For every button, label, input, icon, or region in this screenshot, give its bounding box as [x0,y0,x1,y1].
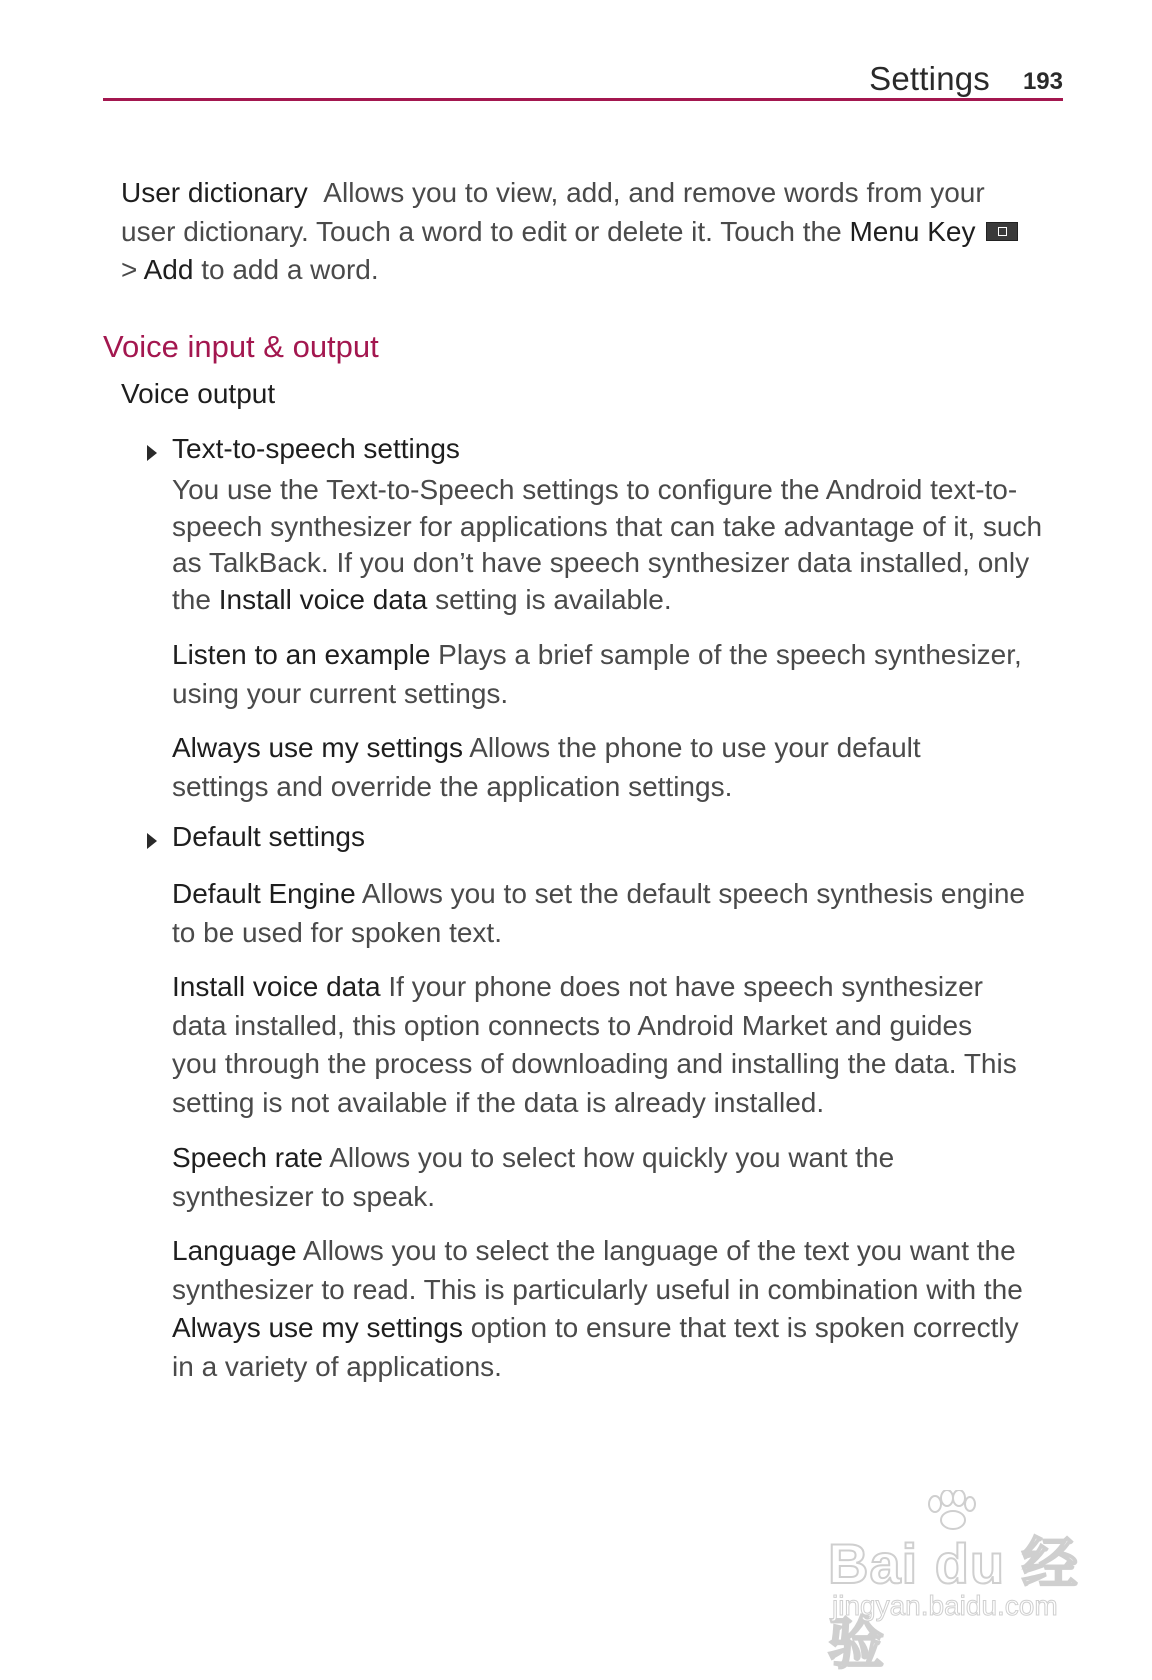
watermark-url: jingyan.baidu.com [832,1590,1058,1621]
tts-settings-label: Text-to-speech settings [172,433,460,464]
language-term: Language [172,1235,297,1266]
engine-term: Default Engine [172,878,356,909]
tts-line-4 [172,582,1072,619]
language-line-2: synthesizer to read. This is particularly useful in combination with the [172,1273,1023,1305]
user-dictionary-text-2: user dictionary. Touch a word to edit or delete it. Touch the [121,215,842,247]
watermark-logo: Bai du 经验 [828,1532,1079,1675]
user-dictionary-line-1 [121,174,1081,213]
rate-line-1: Allows you to select how quickly you want the [329,1142,895,1173]
install-line-1: If your phone does not have speech synthesizer [388,971,983,1002]
engine-line-2: to be used for spoken text. [172,916,502,948]
rate-paragraph [172,1139,1072,1216]
header-divider [103,98,1063,101]
install-line-3: you through the process of downloading and installing the data. This [172,1048,1017,1079]
listen-paragraph [172,636,1072,713]
language-paragraph [172,1232,1072,1386]
default-settings-label: Default settings [172,821,365,852]
tts-description [172,472,1072,618]
rate-line-2: synthesizer to speak. [172,1180,436,1212]
always-term-inline: Always use my settings [172,1312,463,1343]
always-line-2: settings and override the application settings. [172,770,733,802]
rate-term: Speech rate [172,1142,323,1173]
engine-paragraph [172,875,1072,952]
user-dictionary-line-3 [121,251,1081,290]
user-dictionary-term: User dictionary [121,177,308,208]
language-line-3: option to ensure that text is spoken correctly [470,1312,1019,1343]
tts-line-4-post: setting is available. [435,583,672,615]
menu-key-icon [986,222,1018,241]
tts-line-4-pre: the [172,583,211,615]
bullet-triangle-icon [147,833,157,849]
always-term: Always use my settings [172,732,463,763]
page-title: Settings [869,60,990,97]
menu-key-term: Menu Key [849,215,976,247]
add-term: Add [143,254,194,285]
tts-line-3: as TalkBack. If you don’t have speech synthesizer data installed, only [172,547,1030,578]
language-line-4: in a variety of applications. [172,1350,502,1382]
tts-line-1: You use the Text-to-Speech settings to configure the Android text-to- [172,474,1018,505]
always-paragraph [172,729,1072,806]
install-paragraph [172,968,1072,1122]
bullet-triangle-icon [147,445,157,461]
section-heading: Voice input & output [103,329,379,364]
user-dictionary-paragraph [121,174,1081,290]
engine-line-1: Allows you to set the default speech synthesis engine [361,878,1025,909]
install-term: Install voice data [172,971,381,1002]
install-voice-data-term-inline: Install voice data [218,583,428,615]
page-header [103,56,1063,106]
arrow-prefix: > [121,254,138,285]
user-dictionary-text-3: to add a word. [201,254,379,285]
install-line-4: setting is not available if the data is already installed. [172,1086,825,1118]
listen-term: Listen to an example [172,639,431,670]
always-line-1: Allows the phone to use your default [469,732,921,763]
page-number: 193 [1022,68,1063,95]
language-line-1: Allows you to select the language of the text you want the [302,1235,1016,1266]
user-dictionary-text-1: Allows you to view, add, and remove words from your [323,177,985,208]
user-dictionary-line-2 [121,213,1081,252]
tts-line-2: speech synthesizer for applications that can take advantage of it, such [172,510,1043,542]
listen-line-1: Plays a brief sample of the speech synthesizer, [438,639,1022,670]
subheading-voice-output: Voice output [121,378,276,409]
listen-line-2: using your current settings. [172,677,509,709]
baidu-watermark [820,1490,1110,1675]
install-line-2: data installed, this option connects to Android Market and guides [172,1009,973,1041]
